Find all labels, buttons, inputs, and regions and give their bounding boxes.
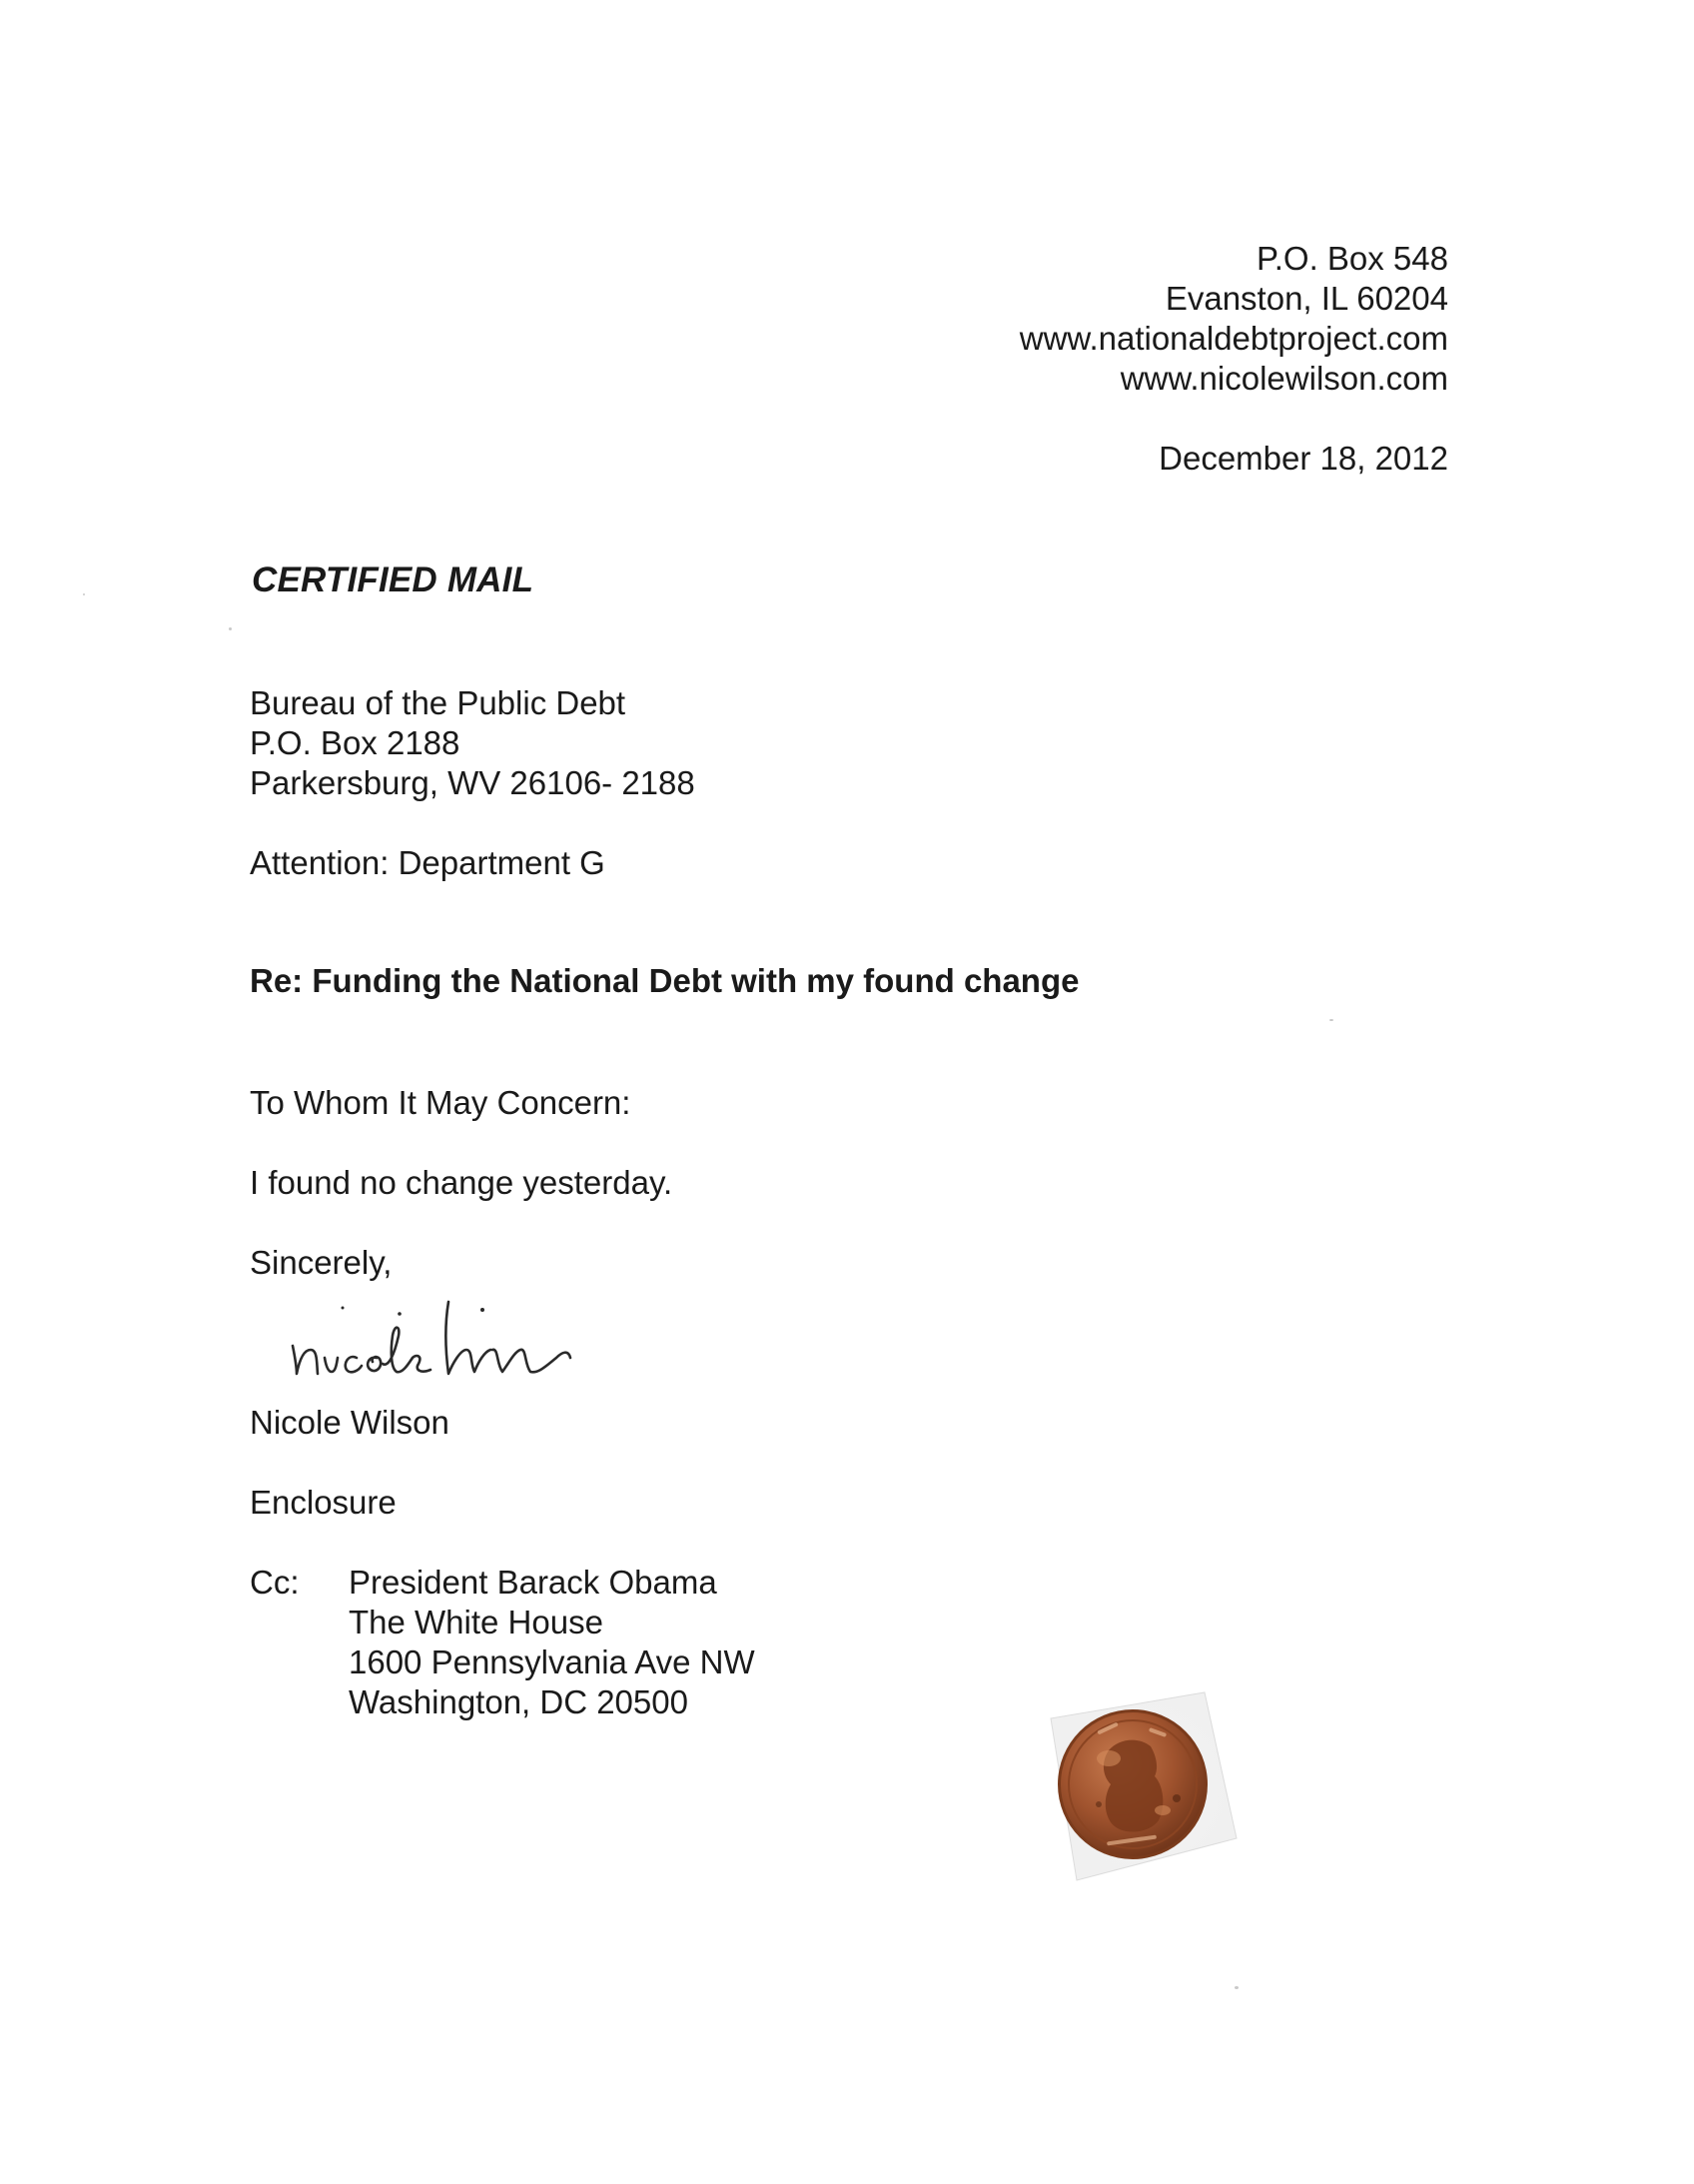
sender-address-block — [1020, 239, 1448, 399]
sender-address-line1: P.O. Box 548 — [1256, 240, 1448, 277]
sender-address-line2: Evanston, IL 60204 — [1165, 280, 1448, 317]
scan-speck — [229, 627, 232, 630]
enclosure-label: Enclosure — [250, 1484, 397, 1521]
enclosed-penny — [1037, 1688, 1247, 1888]
subject-line: Re: Funding the National Debt with my found change — [250, 962, 1080, 999]
cc-recipient-block — [349, 1563, 755, 1722]
cc-line3: 1600 Pennsylvania Ave NW — [349, 1643, 755, 1680]
salutation: To Whom It May Concern: — [250, 1084, 631, 1121]
certified-mail-label: CERTIFIED MAIL — [252, 560, 534, 599]
letter-date: December 18, 2012 — [1159, 440, 1448, 477]
recipient-line2: P.O. Box 2188 — [250, 724, 460, 761]
cc-line4: Washington, DC 20500 — [349, 1683, 688, 1720]
scan-speck — [1235, 1986, 1239, 1989]
scan-speck — [1329, 1019, 1333, 1021]
letter-body: I found no change yesterday. — [250, 1164, 673, 1201]
attention-line: Attention: Department G — [250, 844, 605, 881]
recipient-line1: Bureau of the Public Debt — [250, 684, 626, 721]
closing: Sincerely, — [250, 1244, 393, 1281]
cc-line2: The White House — [349, 1604, 603, 1640]
signer-name: Nicole Wilson — [250, 1404, 449, 1441]
cc-label: Cc: — [250, 1564, 300, 1601]
penny-coin-icon — [1037, 1688, 1247, 1888]
recipient-line3: Parkersburg, WV 26106- 2188 — [250, 764, 695, 801]
handwritten-signature — [285, 1284, 629, 1394]
recipient-address-block — [250, 683, 695, 803]
scan-speck — [83, 593, 85, 595]
cc-line1: President Barack Obama — [349, 1564, 717, 1601]
sender-website-link-1: www.nationaldebtproject.com — [1019, 320, 1448, 357]
sender-website-link-2: www.nicolewilson.com — [1120, 360, 1448, 397]
